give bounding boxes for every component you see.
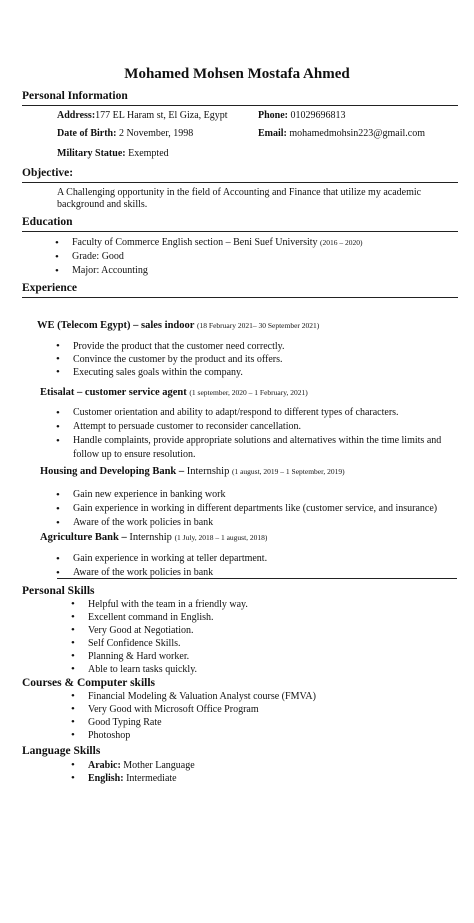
personal-skills-heading: Personal Skills [22, 585, 95, 597]
list-item: • Handle complaints, provide appropriate solutions and alternatives within the time limits and follow up to ensure resolution. [53, 434, 463, 462]
dob-value: 2 November, 1998 [118, 128, 194, 139]
job-list-agri [53, 552, 458, 580]
job-dates: (1 July, 2018 – 1 august, 2018) [174, 533, 268, 542]
job-title-etisalat: Etisalat – customer service agent (1 september, 2020 – 1 February, 2021) [40, 387, 308, 398]
list-item: • Aware of the work policies in bank [53, 566, 458, 580]
phone-row [258, 110, 346, 121]
email-row [258, 128, 425, 139]
phone-label: Phone: [258, 110, 288, 121]
list-item: • Gain experience in working at teller department. [53, 552, 458, 566]
address-row [57, 110, 228, 121]
list-item: • Gain new experience in banking work [53, 488, 463, 502]
military-row [57, 148, 169, 159]
job-title-hdb: Housing and Developing Bank – Internship (1 august, 2019 – 1 September, 2019) [40, 466, 345, 477]
list-item: • Able to learn tasks quickly. [68, 663, 448, 676]
job-role: Internship [186, 466, 230, 477]
list-item: • Faculty of Commerce English section – Beni Suef University (2016 – 2020) [52, 236, 457, 250]
language-level: Mother Language [123, 760, 195, 771]
courses-list [68, 690, 448, 742]
education-dates: (2016 – 2020) [320, 238, 363, 247]
list-item: • Excellent command in English. [68, 611, 448, 624]
job-list-hdb [53, 488, 463, 530]
military-value: Exempted [128, 148, 169, 159]
list-item: • Attempt to persuade customer to reconsider cancellation. [53, 420, 463, 434]
list-item: • Convince the customer by the product and its offers. [53, 353, 458, 366]
experience-heading: Experience [22, 282, 458, 298]
education-list [52, 236, 457, 278]
list-item: • Very Good at Negotiation. [68, 624, 448, 637]
language-label: English: [88, 773, 124, 784]
candidate-name: Mohamed Mohsen Mostafa Ahmed [124, 66, 350, 82]
phone-value: 01029696813 [290, 110, 346, 121]
list-item: • Very Good with Microsoft Office Program [68, 703, 448, 716]
experience-divider [57, 578, 457, 579]
list-item: • Executing sales goals within the company. [53, 366, 458, 379]
list-item: • Provide the product that the customer need correctly. [53, 340, 458, 353]
job-dates: (1 september, 2020 – 1 February, 2021) [189, 388, 308, 397]
email-label: Email: [258, 128, 287, 139]
dob-label: Date of Birth: [57, 128, 117, 139]
job-list-etisalat [53, 406, 463, 462]
job-title-we: WE (Telecom Egypt) – sales indoor (18 February 2021– 30 September 2021) [37, 320, 320, 331]
list-item: • Financial Modeling & Valuation Analyst course (FMVA) [68, 690, 448, 703]
dob-row [57, 128, 193, 139]
list-item [68, 772, 448, 785]
list-item: • Photoshop [68, 729, 448, 742]
list-item: • Planning & Hard worker. [68, 650, 448, 663]
job-list-we [53, 340, 458, 379]
courses-heading: Courses & Computer skills [22, 677, 156, 689]
list-item [68, 759, 448, 772]
email-value: mohamedmohsin223@gmail.com [289, 128, 425, 139]
job-dates: (18 February 2021– 30 September 2021) [197, 321, 320, 330]
list-item: • Self Confidence Skills. [68, 637, 448, 650]
language-label: Arabic: [88, 760, 121, 771]
list-item: • Customer orientation and ability to adapt/respond to different types of characters. [53, 406, 463, 420]
language-list [68, 759, 448, 785]
job-dates: (1 august, 2019 – 1 September, 2019) [231, 467, 345, 476]
address-value: 177 EL Haram st, El Giza, Egypt [95, 110, 228, 121]
list-item: • Good Typing Rate [68, 716, 448, 729]
list-item: • Gain experience in working in different departments like (customer service, and insurance) [53, 502, 463, 516]
objective-text: A Challenging opportunity in the field of Accounting and Finance that utilize my academic background and skills. [57, 187, 422, 210]
objective-heading: Objective: [22, 167, 458, 183]
language-skills-heading: Language Skills [22, 745, 101, 757]
job-role: Internship [129, 532, 172, 543]
list-item: • Helpful with the team in a friendly way. [68, 598, 448, 611]
language-level: Intermediate [126, 773, 177, 784]
personal-skills-list [68, 598, 448, 676]
education-heading: Education [22, 216, 458, 232]
address-label: Address: [57, 110, 96, 121]
job-title-agri: Agriculture Bank – Internship (1 July, 2018 – 1 august, 2018) [40, 532, 268, 543]
personal-info-heading: Personal Information [22, 90, 458, 106]
list-item: • Grade: Good [52, 250, 457, 264]
military-label: Military Statue: [57, 148, 126, 159]
list-item: • Aware of the work policies in bank [53, 516, 463, 530]
list-item: • Major: Accounting [52, 264, 457, 278]
